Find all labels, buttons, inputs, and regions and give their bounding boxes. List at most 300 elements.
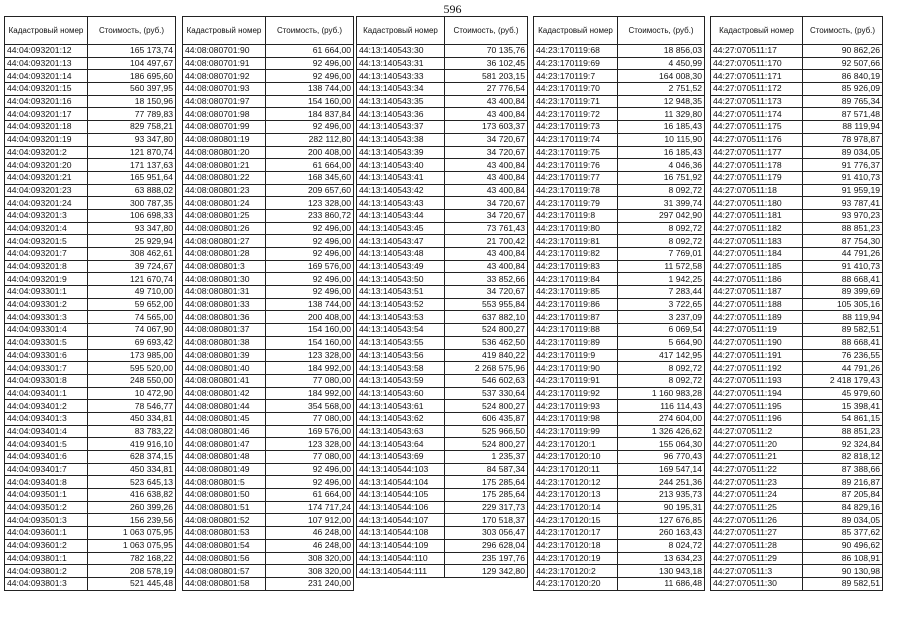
table-row	[711, 539, 883, 552]
cadastral-number-cell: 44:04:093201:2	[5, 146, 88, 159]
cadastral-number-cell: 44:27:070511:170	[711, 57, 803, 70]
cost-cell: 92 507,66	[803, 57, 883, 70]
cadastral-number-cell: 44:27:070511:183	[711, 235, 803, 248]
cadastral-number-cell: 44:27:070511:189	[711, 311, 803, 324]
cost-cell: 90 862,26	[803, 45, 883, 58]
table-row	[534, 565, 705, 578]
cadastral-number-cell: 44:04:093301:6	[5, 349, 88, 362]
cost-cell: 77 080,00	[266, 374, 354, 387]
table-row	[534, 374, 705, 387]
cost-cell: 525 966,50	[445, 425, 528, 438]
table-row	[534, 349, 705, 362]
cadastral-number-cell: 44:08:080801:22	[183, 171, 266, 184]
cadastral-number-cell: 44:23:170119:68	[534, 45, 618, 58]
cost-cell: 581 203,15	[445, 70, 528, 83]
cost-cell: 92 496,00	[266, 463, 354, 476]
table-row	[711, 45, 883, 58]
cadastral-number-cell: 44:23:170119:71	[534, 95, 618, 108]
cost-cell: 244 251,36	[618, 476, 705, 489]
table-row	[5, 463, 176, 476]
cost-cell: 1 160 983,28	[618, 387, 705, 400]
cost-cell: 92 496,00	[266, 235, 354, 248]
cost-cell: 88 119,94	[803, 311, 883, 324]
cadastral-number-cell: 44:27:070511:190	[711, 336, 803, 349]
cost-cell: 92 496,00	[266, 222, 354, 235]
table-row	[534, 83, 705, 96]
cadastral-number-cell: 44:27:070511:21	[711, 451, 803, 464]
table-row	[357, 552, 528, 565]
cost-cell: 36 102,45	[445, 57, 528, 70]
cost-cell: 18 150,96	[88, 95, 176, 108]
table-row	[183, 45, 354, 58]
cost-cell: 31 399,74	[618, 197, 705, 210]
cadastral-number-cell: 44:08:080801:47	[183, 438, 266, 451]
cadastral-number-cell: 44:04:093501:1	[5, 489, 88, 502]
table-row	[357, 184, 528, 197]
cost-cell: 450 334,81	[88, 412, 176, 425]
cadastral-number-cell: 44:23:170119:89	[534, 336, 618, 349]
table-row	[534, 336, 705, 349]
table-row	[711, 57, 883, 70]
cadastral-number-cell: 44:23:170120:14	[534, 501, 618, 514]
cost-cell: 92 496,00	[266, 273, 354, 286]
cost-cell: 156 239,56	[88, 514, 176, 527]
cost-cell: 260 163,43	[618, 527, 705, 540]
cost-cell: 89 582,51	[803, 577, 883, 590]
cost-cell: 11 686,48	[618, 577, 705, 590]
cost-cell: 303 056,47	[445, 527, 528, 540]
cost-cell: 138 744,00	[266, 83, 354, 96]
table-row	[357, 159, 528, 172]
cost-cell: 74 067,90	[88, 324, 176, 337]
table-row	[711, 476, 883, 489]
table-row	[357, 260, 528, 273]
cadastral-number-cell: 44:04:093401:6	[5, 451, 88, 464]
cost-cell: 104 497,67	[88, 57, 176, 70]
cost-cell: 637 882,10	[445, 311, 528, 324]
cost-cell: 416 638,82	[88, 489, 176, 502]
table-row	[183, 108, 354, 121]
cadastral-number-cell: 44:23:170119:92	[534, 387, 618, 400]
cadastral-number-cell: 44:08:080801:5	[183, 476, 266, 489]
cost-cell: 184 992,00	[266, 387, 354, 400]
table-row	[534, 70, 705, 83]
table-row	[534, 57, 705, 70]
cost-cell: 88 668,41	[803, 336, 883, 349]
table-row	[711, 298, 883, 311]
cost-cell: 107 912,00	[266, 514, 354, 527]
table-row	[711, 565, 883, 578]
cadastral-number-cell: 44:08:080801:27	[183, 235, 266, 248]
table-row	[711, 489, 883, 502]
cadastral-number-cell: 44:08:080801:21	[183, 159, 266, 172]
cadastral-number-cell: 44:27:070511:176	[711, 133, 803, 146]
cost-cell: 296 628,04	[445, 539, 528, 552]
table-row	[5, 577, 176, 590]
cadastral-number-cell: 44:13:140543:61	[357, 400, 445, 413]
cost-cell: 169 547,14	[618, 463, 705, 476]
header-cost: Стоимость, (руб.)	[88, 17, 176, 45]
cadastral-number-cell: 44:08:080801:46	[183, 425, 266, 438]
cost-cell: 61 664,00	[266, 159, 354, 172]
cost-cell: 184 992,00	[266, 362, 354, 375]
cadastral-number-cell: 44:23:170119:91	[534, 374, 618, 387]
table-row	[534, 146, 705, 159]
header-cadastral-number: Кадастровый номер	[711, 17, 803, 45]
table-row	[534, 387, 705, 400]
cadastral-number-cell: 44:13:140543:53	[357, 311, 445, 324]
cadastral-number-cell: 44:13:140543:30	[357, 45, 445, 58]
table-row	[357, 235, 528, 248]
cost-cell: 90 496,62	[803, 539, 883, 552]
table-row	[183, 324, 354, 337]
cost-cell: 43 400,84	[445, 108, 528, 121]
cost-cell: 537 330,64	[445, 387, 528, 400]
cost-cell: 11 572,58	[618, 260, 705, 273]
cadastral-number-cell: 44:13:140543:40	[357, 159, 445, 172]
cadastral-number-cell: 44:13:140543:69	[357, 451, 445, 464]
table-row	[357, 197, 528, 210]
cadastral-number-cell: 44:08:080801:38	[183, 336, 266, 349]
cost-cell: 16 185,43	[618, 121, 705, 134]
cadastral-number-cell: 44:08:080801:53	[183, 527, 266, 540]
cadastral-table	[182, 16, 354, 591]
cadastral-number-cell: 44:13:140543:31	[357, 57, 445, 70]
table-row	[534, 235, 705, 248]
cost-cell: 231 240,00	[266, 577, 354, 590]
cost-cell: 10 115,90	[618, 133, 705, 146]
table-row	[711, 184, 883, 197]
table-row	[183, 235, 354, 248]
cost-cell: 170 518,37	[445, 514, 528, 527]
table-row	[534, 451, 705, 464]
cadastral-number-cell: 44:27:070511:18	[711, 184, 803, 197]
cadastral-number-cell: 44:13:140543:47	[357, 235, 445, 248]
cost-cell: 417 142,95	[618, 349, 705, 362]
cadastral-number-cell: 44:13:140544:103	[357, 463, 445, 476]
table-row	[5, 387, 176, 400]
cadastral-number-cell: 44:08:080801:24	[183, 197, 266, 210]
cadastral-number-cell: 44:04:093401:5	[5, 438, 88, 451]
table-row	[183, 133, 354, 146]
cost-cell: 25 929,94	[88, 235, 176, 248]
cadastral-number-cell: 44:27:070511:187	[711, 286, 803, 299]
cadastral-number-cell: 44:27:070511:184	[711, 248, 803, 261]
table-row	[5, 235, 176, 248]
cadastral-number-cell: 44:08:080801:56	[183, 552, 266, 565]
table-row	[183, 298, 354, 311]
table-row	[534, 133, 705, 146]
cost-cell: 229 317,73	[445, 501, 528, 514]
cadastral-number-cell: 44:27:070511:195	[711, 400, 803, 413]
cost-cell: 88 668,41	[803, 273, 883, 286]
cadastral-number-cell: 44:23:170119:84	[534, 273, 618, 286]
cadastral-number-cell: 44:23:170120:12	[534, 476, 618, 489]
cadastral-number-cell: 44:08:080801:3	[183, 260, 266, 273]
table-row	[5, 70, 176, 83]
table-row	[183, 121, 354, 134]
table-row	[183, 70, 354, 83]
table-row	[357, 298, 528, 311]
table-row	[183, 146, 354, 159]
cost-cell: 523 645,13	[88, 476, 176, 489]
table-row	[711, 260, 883, 273]
cost-cell: 59 652,00	[88, 298, 176, 311]
cost-cell: 96 770,43	[618, 451, 705, 464]
table-row	[183, 184, 354, 197]
cost-cell: 93 787,41	[803, 197, 883, 210]
table-row	[357, 133, 528, 146]
cadastral-number-cell: 44:23:170119:69	[534, 57, 618, 70]
cadastral-number-cell: 44:27:070511:24	[711, 489, 803, 502]
table-row	[183, 476, 354, 489]
cadastral-number-cell: 44:13:140543:45	[357, 222, 445, 235]
table-row	[534, 298, 705, 311]
cadastral-number-cell: 44:23:170120:19	[534, 552, 618, 565]
cadastral-number-cell: 44:13:140543:60	[357, 387, 445, 400]
cost-cell: 7 283,44	[618, 286, 705, 299]
table-row	[357, 476, 528, 489]
table-row	[183, 171, 354, 184]
cadastral-number-cell: 44:23:170119:88	[534, 324, 618, 337]
table-row	[357, 95, 528, 108]
cost-cell: 450 334,81	[88, 463, 176, 476]
cadastral-number-cell: 44:13:140543:34	[357, 83, 445, 96]
cost-cell: 7 769,01	[618, 248, 705, 261]
cadastral-number-cell: 44:23:170120:11	[534, 463, 618, 476]
table-row	[357, 57, 528, 70]
cost-cell: 92 496,00	[266, 70, 354, 83]
table-row	[711, 577, 883, 590]
cadastral-number-cell: 44:13:140543:41	[357, 171, 445, 184]
cost-cell: 165 951,64	[88, 171, 176, 184]
cadastral-table	[4, 16, 176, 591]
cadastral-number-cell: 44:04:093201:14	[5, 70, 88, 83]
table-row	[183, 438, 354, 451]
cadastral-number-cell: 44:04:093801:3	[5, 577, 88, 590]
table-row	[534, 501, 705, 514]
table-row	[534, 273, 705, 286]
cost-cell: 173 985,00	[88, 349, 176, 362]
table-row	[357, 349, 528, 362]
cost-cell: 89 216,87	[803, 476, 883, 489]
table-row	[711, 286, 883, 299]
cadastral-number-cell: 44:13:140543:63	[357, 425, 445, 438]
cost-cell: 92 324,84	[803, 438, 883, 451]
cost-cell: 34 720,67	[445, 286, 528, 299]
cadastral-number-cell: 44:23:170119:99	[534, 425, 618, 438]
table-row	[534, 171, 705, 184]
cost-cell: 15 398,41	[803, 400, 883, 413]
table-row	[534, 222, 705, 235]
cadastral-number-cell: 44:08:080801:25	[183, 209, 266, 222]
table-row	[534, 577, 705, 590]
cadastral-number-cell: 44:08:080801:49	[183, 463, 266, 476]
cost-cell: 354 568,00	[266, 400, 354, 413]
table-row	[711, 349, 883, 362]
table-row	[5, 83, 176, 96]
cost-cell: 82 818,12	[803, 451, 883, 464]
table-row	[711, 451, 883, 464]
cadastral-number-cell: 44:04:093401:2	[5, 400, 88, 413]
cadastral-number-cell: 44:04:093401:4	[5, 425, 88, 438]
cost-cell: 46 248,00	[266, 527, 354, 540]
cost-cell: 274 604,00	[618, 412, 705, 425]
table-row	[357, 501, 528, 514]
table-row	[711, 438, 883, 451]
table-row	[5, 501, 176, 514]
cadastral-number-cell: 44:08:080701:97	[183, 95, 266, 108]
cost-cell: 297 042,90	[618, 209, 705, 222]
cost-cell: 154 160,00	[266, 95, 354, 108]
cost-cell: 92 496,00	[266, 57, 354, 70]
cadastral-number-cell: 44:08:080801:42	[183, 387, 266, 400]
cadastral-number-cell: 44:13:140543:54	[357, 324, 445, 337]
cost-cell: 553 955,84	[445, 298, 528, 311]
header-cost: Стоимость, (руб.)	[618, 17, 705, 45]
cadastral-number-cell: 44:13:140544:105	[357, 489, 445, 502]
cost-cell: 8 092,72	[618, 235, 705, 248]
cost-cell: 87 205,84	[803, 489, 883, 502]
cadastral-number-cell: 44:13:140544:110	[357, 552, 445, 565]
cost-cell: 86 840,19	[803, 70, 883, 83]
cadastral-number-cell: 44:08:080801:30	[183, 273, 266, 286]
cadastral-number-cell: 44:08:080801:19	[183, 133, 266, 146]
table-row	[357, 45, 528, 58]
cost-cell: 546 602,63	[445, 374, 528, 387]
table-row	[5, 159, 176, 172]
table-row	[357, 83, 528, 96]
cost-cell: 200 408,00	[266, 311, 354, 324]
table-row	[357, 146, 528, 159]
cadastral-number-cell: 44:23:170119:72	[534, 108, 618, 121]
cadastral-number-cell: 44:04:093401:8	[5, 476, 88, 489]
cost-cell: 78 978,87	[803, 133, 883, 146]
cadastral-number-cell: 44:13:140543:55	[357, 336, 445, 349]
table-row	[711, 374, 883, 387]
table-row	[357, 311, 528, 324]
cadastral-number-cell: 44:23:170119:90	[534, 362, 618, 375]
cadastral-number-cell: 44:08:080801:40	[183, 362, 266, 375]
cost-cell: 521 445,48	[88, 577, 176, 590]
table-row	[5, 108, 176, 121]
cadastral-number-cell: 44:04:093201:24	[5, 197, 88, 210]
cadastral-number-cell: 44:27:070511:196	[711, 412, 803, 425]
cost-cell: 43 400,84	[445, 171, 528, 184]
cost-cell: 233 860,72	[266, 209, 354, 222]
cadastral-number-cell: 44:23:170119:87	[534, 311, 618, 324]
cadastral-table	[533, 16, 705, 591]
cost-cell: 2 268 575,96	[445, 362, 528, 375]
cost-cell: 171 137,63	[88, 159, 176, 172]
cost-cell: 93 970,23	[803, 209, 883, 222]
cadastral-number-cell: 44:13:140543:59	[357, 374, 445, 387]
cost-cell: 43 400,84	[445, 260, 528, 273]
cadastral-number-cell: 44:27:070511:182	[711, 222, 803, 235]
cadastral-number-cell: 44:04:093501:2	[5, 501, 88, 514]
cost-cell: 595 520,00	[88, 362, 176, 375]
table-row	[5, 552, 176, 565]
table-row	[711, 514, 883, 527]
cadastral-number-cell: 44:23:170119:80	[534, 222, 618, 235]
table-row	[534, 108, 705, 121]
cost-cell: 123 328,00	[266, 438, 354, 451]
cadastral-number-cell: 44:04:093201:16	[5, 95, 88, 108]
cost-cell: 6 069,54	[618, 324, 705, 337]
table-row	[534, 514, 705, 527]
cadastral-number-cell: 44:08:080701:92	[183, 70, 266, 83]
cadastral-number-cell: 44:13:140543:56	[357, 349, 445, 362]
cadastral-number-cell: 44:04:093201:3	[5, 209, 88, 222]
table-row	[711, 400, 883, 413]
cost-cell: 209 657,60	[266, 184, 354, 197]
cadastral-number-cell: 44:13:140543:48	[357, 248, 445, 261]
cost-cell: 88 851,23	[803, 222, 883, 235]
cost-cell: 43 400,84	[445, 184, 528, 197]
cost-cell: 77 080,00	[266, 412, 354, 425]
table-row	[534, 476, 705, 489]
cost-cell: 308 320,00	[266, 552, 354, 565]
cost-cell: 27 776,54	[445, 83, 528, 96]
cadastral-number-cell: 44:08:080801:52	[183, 514, 266, 527]
cost-cell: 169 576,00	[266, 425, 354, 438]
cadastral-number-cell: 44:04:093401:1	[5, 387, 88, 400]
table-row	[357, 324, 528, 337]
cadastral-number-cell: 44:08:080801:45	[183, 412, 266, 425]
table-row	[5, 222, 176, 235]
table-row	[5, 336, 176, 349]
table-row	[5, 349, 176, 362]
cadastral-number-cell: 44:04:093301:8	[5, 374, 88, 387]
table-row	[5, 273, 176, 286]
table-row	[534, 248, 705, 261]
cadastral-number-cell: 44:13:140544:108	[357, 527, 445, 540]
cadastral-number-cell: 44:04:093201:13	[5, 57, 88, 70]
cadastral-number-cell: 44:13:140543:38	[357, 133, 445, 146]
cadastral-number-cell: 44:23:170119:93	[534, 400, 618, 413]
cost-cell: 92 496,00	[266, 476, 354, 489]
cost-cell: 93 347,80	[88, 133, 176, 146]
table-row	[357, 489, 528, 502]
cost-cell: 116 114,43	[618, 400, 705, 413]
cost-cell: 8 092,72	[618, 184, 705, 197]
header-cadastral-number: Кадастровый номер	[534, 17, 618, 45]
table-row	[534, 539, 705, 552]
cadastral-number-cell: 44:04:093601:1	[5, 527, 88, 540]
cadastral-number-cell: 44:13:140543:39	[357, 146, 445, 159]
table-row	[711, 83, 883, 96]
cadastral-number-cell: 44:13:140543:35	[357, 95, 445, 108]
cadastral-number-cell: 44:04:093301:7	[5, 362, 88, 375]
cost-cell: 87 754,30	[803, 235, 883, 248]
table-row	[711, 209, 883, 222]
cost-cell: 33 852,66	[445, 273, 528, 286]
cost-cell: 524 800,27	[445, 400, 528, 413]
cadastral-number-cell: 44:27:070511:28	[711, 539, 803, 552]
cadastral-number-cell: 44:08:080801:26	[183, 222, 266, 235]
cadastral-number-cell: 44:27:070511:2	[711, 425, 803, 438]
table-row	[534, 527, 705, 540]
cadastral-number-cell: 44:04:093301:5	[5, 336, 88, 349]
cost-cell: 8 092,72	[618, 222, 705, 235]
cadastral-number-cell: 44:13:140543:43	[357, 197, 445, 210]
cadastral-number-cell: 44:23:170119:85	[534, 286, 618, 299]
cost-cell: 90 195,31	[618, 501, 705, 514]
cost-cell: 282 112,80	[266, 133, 354, 146]
cadastral-number-cell: 44:27:070511:30	[711, 577, 803, 590]
cost-cell: 8 024,72	[618, 539, 705, 552]
cost-cell: 46 248,00	[266, 539, 354, 552]
